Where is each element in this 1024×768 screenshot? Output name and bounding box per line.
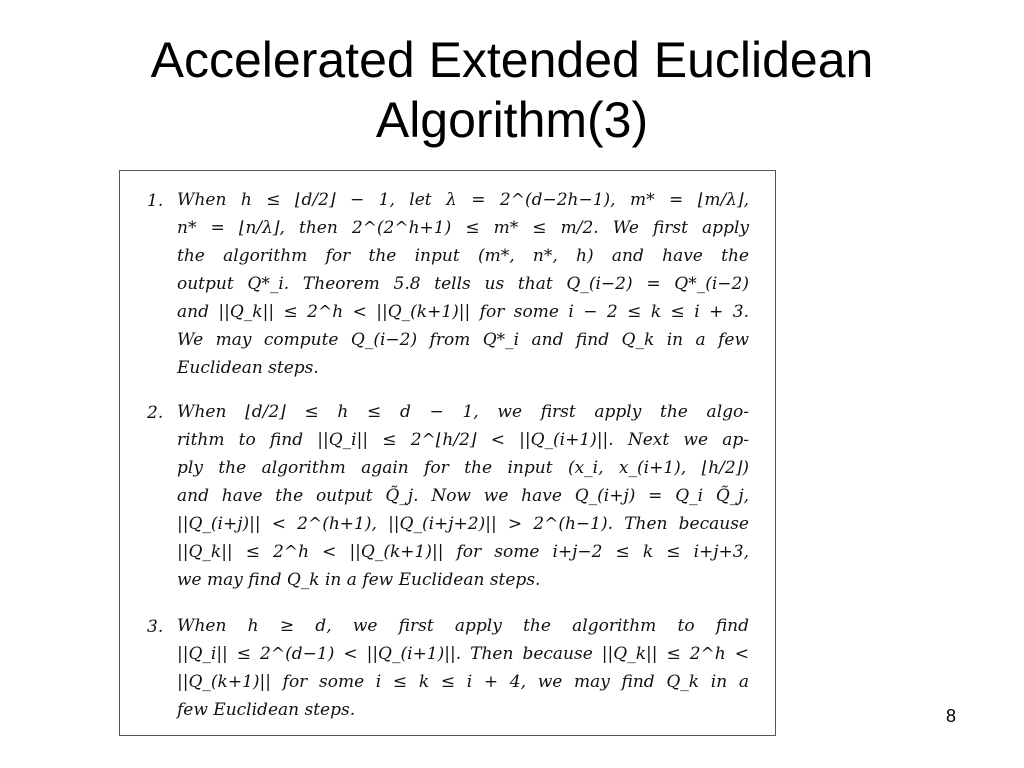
item-number: 1. bbox=[147, 191, 164, 211]
title-line: Algorithm(3) bbox=[375, 92, 649, 148]
item-number: 2. bbox=[147, 403, 164, 423]
title-line: Accelerated Extended Euclidean bbox=[150, 32, 874, 88]
text-line: we may find Q_k in a few Euclidean steps. bbox=[177, 570, 541, 590]
page-number: 8 bbox=[946, 706, 957, 726]
text-line: Euclidean steps. bbox=[177, 358, 319, 378]
text-line: When h ≥ d, we first apply the algorithm to find bbox=[177, 616, 749, 636]
text-line: ply the algorithm again for the input (x_i, x_(i+1), ⌊h/2⌋) bbox=[177, 458, 749, 478]
text-line: ||Q_k|| ≤ 2^h < ||Q_(k+1)|| for some i+j−2 ≤ k ≤ i+j+3, bbox=[177, 542, 749, 562]
text-line: ||Q_(i+j)|| < 2^(h+1), ||Q_(i+j+2)|| > 2^(h−1). Then because bbox=[177, 514, 749, 534]
text-line: rithm to find ||Q_i|| ≤ 2^⌊h/2⌋ < ||Q_(i+1)||. Next we ap- bbox=[177, 430, 749, 450]
text-line: When ⌊d/2⌋ ≤ h ≤ d − 1, we first apply the algo- bbox=[177, 402, 749, 422]
text-line: output Q*_i. Theorem 5.8 tells us that Q_(i−2) = Q*_(i−2) bbox=[177, 274, 749, 294]
text-line: ||Q_i|| ≤ 2^(d−1) < ||Q_(i+1)||. Then because ||Q_k|| ≤ 2^h < bbox=[177, 644, 749, 664]
text-line: and ||Q_k|| ≤ 2^h < ||Q_(k+1)|| for some i − 2 ≤ k ≤ i + 3. bbox=[177, 302, 749, 322]
text-line: When h ≤ ⌊d/2⌋ − 1, let λ = 2^(d−2h−1), m* = ⌊m/λ⌋, bbox=[177, 190, 749, 210]
text-line: We may compute Q_(i−2) from Q*_i and find Q_k in a few bbox=[177, 330, 749, 350]
slide-title bbox=[0, 30, 1024, 150]
text-line: and have the output Q̃_j. Now we have Q_(i+j) = Q_i Q̃_j, bbox=[177, 486, 749, 506]
text-line: ||Q_(k+1)|| for some i ≤ k ≤ i + 4, we may find Q_k in a bbox=[177, 672, 749, 692]
item-number: 3. bbox=[147, 617, 164, 637]
text-line: n* = ⌊n/λ⌋, then 2^(2^h+1) ≤ m* ≤ m/2. We first apply bbox=[177, 218, 749, 238]
text-line: the algorithm for the input (m*, n*, h) and have the bbox=[177, 246, 749, 266]
text-line: few Euclidean steps. bbox=[177, 700, 356, 720]
paper-excerpt-box bbox=[119, 170, 776, 736]
